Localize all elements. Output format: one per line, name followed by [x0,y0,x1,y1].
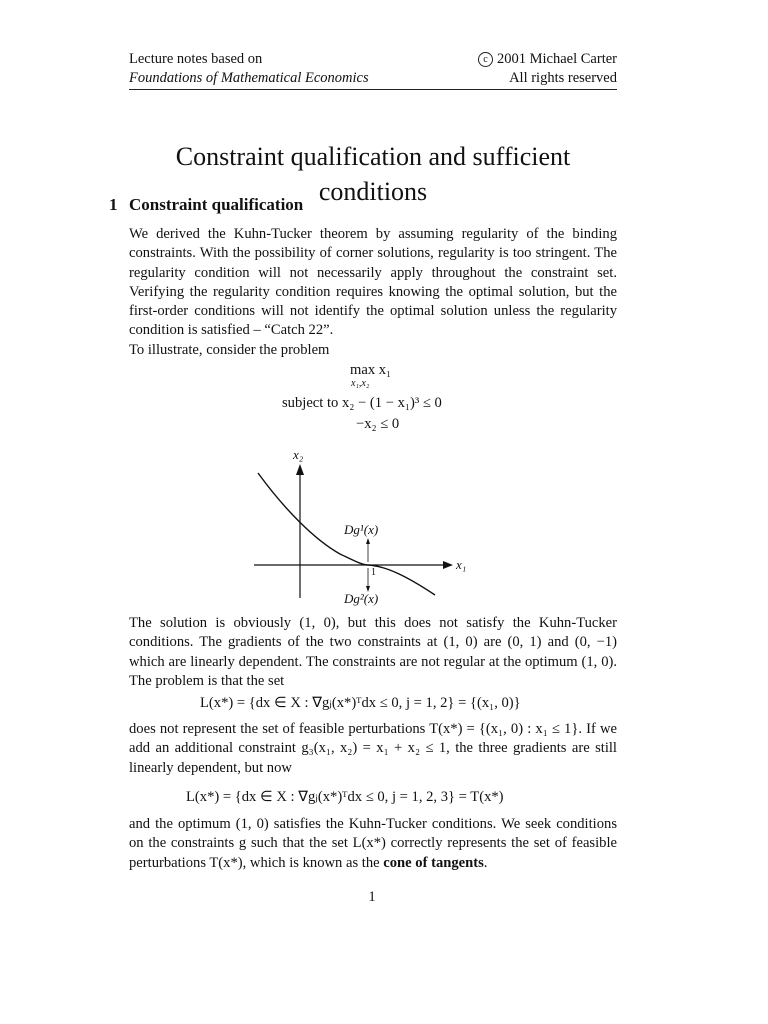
header-right-line2: All rights reserved [509,70,617,86]
cone-of-tangents-term: cone of tangents [383,854,484,871]
header-rule [129,89,617,90]
display-equation-1: L(x*) = {dx ∈ X : ∇gⱼ(x*)ᵀdx ≤ 0, j = 1, 2} = {(x₁, 0)} [200,695,521,711]
paragraph-feasible: does not represent the set of feasible perturbations T(x*) = {(x₁, 0) : x₁ ≤ 1}. If we add an additional constraint g₃(x₁, x₂) = x₁ + x₂ ≤ 1, the three gradients are still linearly dependent, but now [129,721,617,776]
copyright-icon: c [478,52,493,67]
constraint-1-equation: subject to x₂ − (1 − x₁)³ ≤ 0 [282,395,442,411]
objective-equation: max x₁ [350,362,392,378]
header-left-line1: Lecture notes based on [129,51,263,67]
x1-axis-arrow [443,561,453,569]
tick-label-1: 1 [371,567,376,578]
paragraph-regularity: We derived the Kuhn-Tucker theorem by assuming regularity of the binding constraints. With the possibility of corner solutions, regularity is too stringent. The regularity condition will not necessarily apply throughout the constraint set. Verifying the regularity condition requires knowing the optimal solution, but the first-order conditions will not identify the optimal solution unless the regularity condition is satisfied – “Catch 22”. [129,226,617,339]
section-title: Constraint qualification [129,195,304,214]
x1-axis-label: x₁ [456,557,467,572]
header-left [129,50,369,88]
display-equation-2: L(x*) = {dx ∈ X : ∇gⱼ(x*)ᵀdx ≤ 0, j = 1, 2, 3} = T(x*) [186,789,504,805]
constraint-2-equation: −x₂ ≤ 0 [356,416,400,432]
header-right-line1: 2001 Michael Carter [497,51,617,67]
objective-subscript: x₁,x₂ [351,378,370,389]
gradient-1-arrowhead [366,538,370,544]
section-number: 1 [109,195,118,214]
paragraph-cone-end: . [483,854,488,871]
intro-paragraph [129,225,617,360]
x2-axis-label: x₂ [293,447,304,462]
page-number: 1 [368,889,376,905]
gradient-2-label: Dg²(x) [344,591,379,606]
x2-axis-arrow [296,464,304,475]
gradient-1-label: Dg¹(x) [344,522,379,537]
header-copyright [478,50,617,69]
section-heading [109,195,303,215]
header-book-title: Foundations of Mathematical Economics [129,70,369,86]
paragraph-cone-text: and the optimum (1, 0) satisfies the Kuhn-Tucker conditions. We seek conditions on the constraints g such that the set L(x*) correctly represents the set of feasible perturbations T(x*), which is known as the [129,816,617,871]
header-right [478,50,617,88]
document-title: Constraint qualification and sufficient conditions [175,142,571,207]
running-header [129,50,617,90]
constraint-figure [240,440,490,620]
paragraph-cone [129,815,617,873]
paragraph-solution: The solution is obviously (1, 0), but this does not satisfy the Kuhn-Tucker conditions. The gradients of the two constraints at (1, 0) are (0, 1) and (0, −1) which are linearly dependent. The constraints are not regular at the optimum (1, 0). The problem is that the set [129,615,617,689]
paragraph-illustrate: To illustrate, consider the problem [129,341,330,358]
